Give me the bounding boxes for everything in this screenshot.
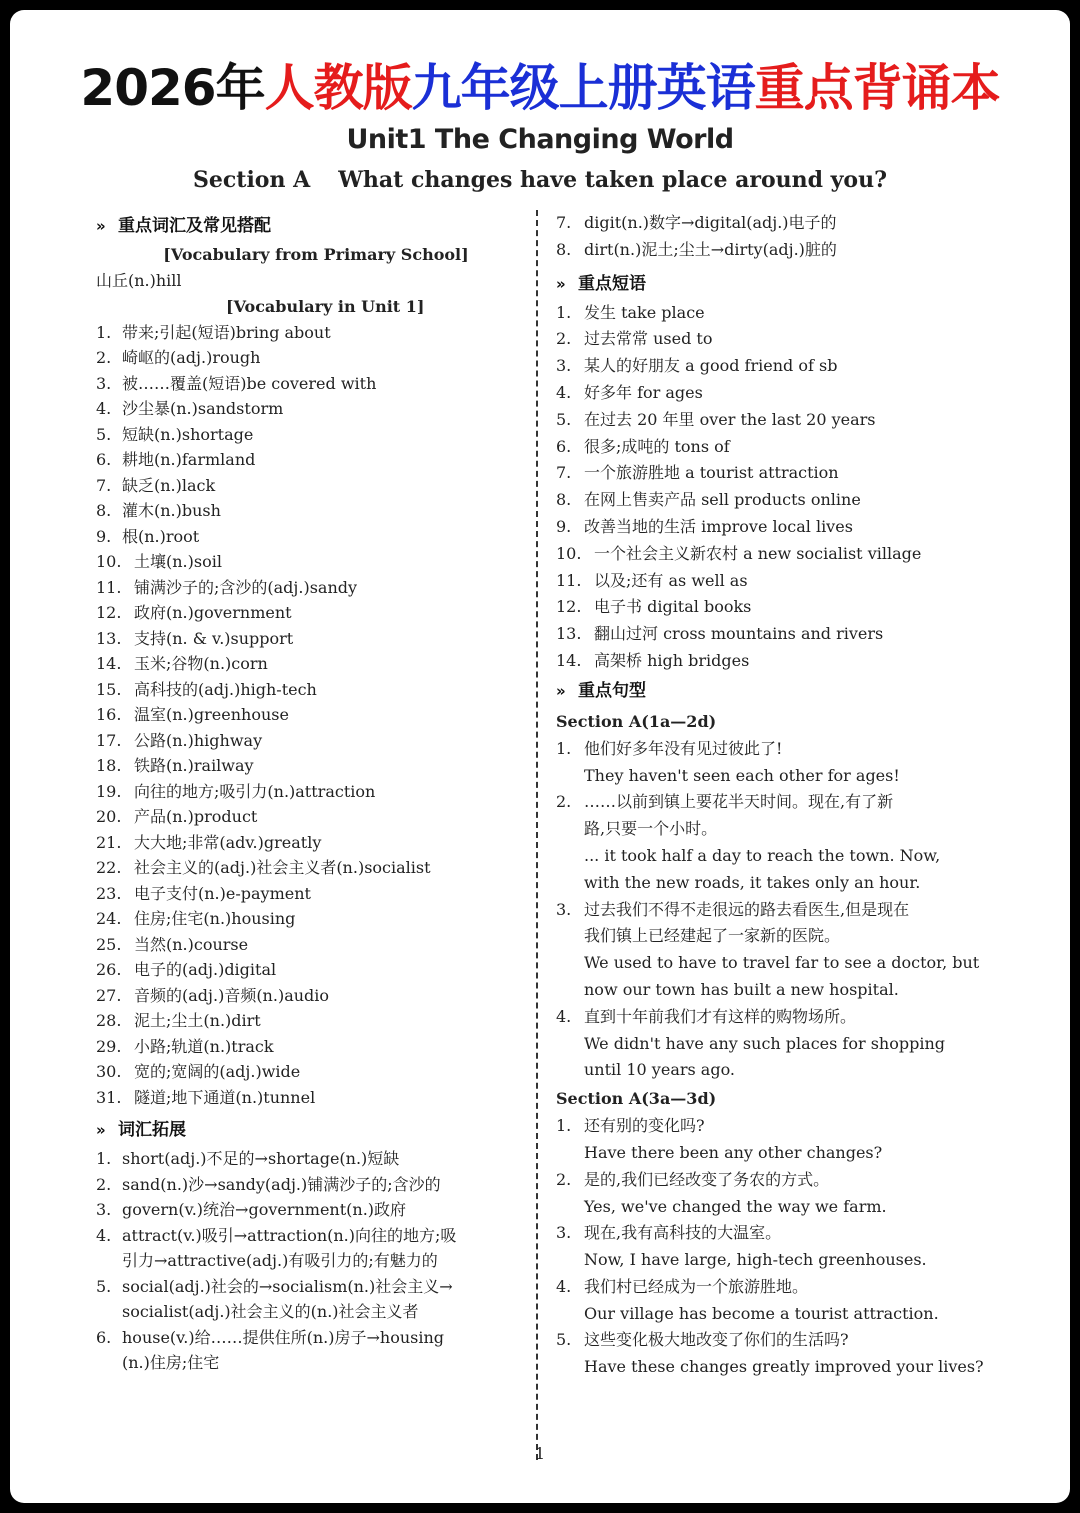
item-number: 30. bbox=[96, 1062, 122, 1081]
item-number: 23. bbox=[96, 883, 122, 903]
section-question: What changes have taken place around you? bbox=[338, 167, 887, 193]
sentence-line bbox=[556, 1354, 986, 1381]
expansion-line bbox=[96, 1146, 536, 1172]
item-text: 翻山过河 cross mountains and rivers bbox=[594, 624, 884, 644]
sentence-line bbox=[556, 1220, 986, 1247]
phrase-item bbox=[556, 541, 986, 568]
item-text: 向往的地方;吸引力(n.)attraction bbox=[134, 781, 376, 801]
expansion-list bbox=[96, 1146, 536, 1376]
double-chevron-icon: » bbox=[96, 1121, 106, 1139]
left-column bbox=[96, 210, 536, 1376]
item-number: 10. bbox=[556, 543, 582, 563]
item-text: dirt(n.)泥土;尘土→dirty(adj.)脏的 bbox=[584, 239, 837, 259]
item-text: 很多;成吨的 tons of bbox=[584, 436, 730, 456]
item-text: 铺满沙子的;含沙的(adj.)sandy bbox=[134, 577, 358, 597]
sentence-text: Our village has become a tourist attraction. bbox=[584, 1303, 939, 1323]
item-number: 2. bbox=[556, 329, 572, 349]
phrase-item bbox=[556, 594, 986, 621]
sentence-line bbox=[556, 763, 986, 790]
sentence-text: 现在,我有高科技的大温室。 bbox=[584, 1223, 782, 1243]
item-text: (n.)住房;住宅 bbox=[122, 1353, 220, 1372]
item-number: 13. bbox=[96, 628, 122, 648]
item-text: attract(v.)吸引→attraction(n.)向往的地方;吸 bbox=[122, 1225, 457, 1245]
expansion-heading-text: 词汇拓展 bbox=[118, 1120, 186, 1140]
item-number: 12. bbox=[556, 597, 582, 617]
item-number: 9. bbox=[96, 526, 112, 546]
sentence-line bbox=[556, 1247, 986, 1274]
item-text: 小路;轨道(n.)track bbox=[134, 1036, 274, 1056]
sentence-line bbox=[556, 843, 986, 870]
phrase-item bbox=[556, 648, 986, 675]
phrases-heading-text: 重点短语 bbox=[578, 273, 646, 294]
sentence-line bbox=[556, 950, 986, 977]
phrase-item bbox=[556, 460, 986, 487]
item-text: govern(v.)统治→government(n.)政府 bbox=[122, 1200, 407, 1219]
vocab-item bbox=[96, 804, 536, 830]
item-number: 18. bbox=[96, 756, 122, 775]
item-text: 带来;引起(短语)bring about bbox=[122, 322, 331, 342]
expansion-line bbox=[96, 1172, 536, 1198]
item-number: 25. bbox=[96, 934, 122, 954]
expansion-line bbox=[96, 1223, 536, 1249]
double-chevron-icon: » bbox=[556, 274, 566, 293]
vocab-heading-text: 重点词汇及常见搭配 bbox=[118, 216, 271, 236]
vocab-item bbox=[96, 753, 536, 779]
phrase-item bbox=[556, 487, 986, 514]
item-text: 改善当地的生活 improve local lives bbox=[584, 516, 853, 536]
item-text: 泥土;尘土(n.)dirt bbox=[134, 1011, 261, 1030]
phrase-item bbox=[556, 407, 986, 434]
vocab-item bbox=[96, 855, 536, 881]
item-number: 17. bbox=[96, 730, 122, 750]
item-number: 16. bbox=[96, 705, 122, 724]
section-label: Section A bbox=[193, 167, 311, 193]
item-number: 6. bbox=[556, 436, 572, 456]
vocab-item bbox=[96, 626, 536, 652]
phrase-item bbox=[556, 568, 986, 595]
sentences-groups bbox=[556, 707, 986, 1381]
sentence-line bbox=[556, 897, 986, 924]
expansion-continued-list bbox=[556, 210, 986, 264]
item-number: 31. bbox=[96, 1087, 122, 1107]
vocab-item bbox=[96, 906, 536, 932]
item-text: 大大地;非常(adv.)greatly bbox=[134, 832, 322, 852]
item-number: 6. bbox=[96, 450, 112, 469]
sentence-text: We didn't have any such places for shopping bbox=[584, 1033, 945, 1053]
item-text: 根(n.)root bbox=[122, 526, 200, 546]
sentence-line bbox=[556, 1113, 986, 1140]
item-text: 短缺(n.)shortage bbox=[122, 424, 254, 444]
vocab-item bbox=[96, 345, 536, 371]
item-text: 高架桥 high bridges bbox=[594, 650, 750, 670]
item-number: 3. bbox=[556, 356, 572, 376]
sentence-line bbox=[556, 1301, 986, 1328]
item-number: 2. bbox=[556, 1169, 572, 1189]
item-number: 7. bbox=[556, 213, 572, 232]
item-text: 高科技的(adj.)high-tech bbox=[134, 679, 317, 699]
vocab-item bbox=[96, 1034, 536, 1060]
item-number: 8. bbox=[556, 490, 572, 510]
sentence-line bbox=[556, 1031, 986, 1058]
sentence-text: Yes, we've changed the way we farm. bbox=[584, 1196, 887, 1216]
vocab-item bbox=[96, 1008, 536, 1034]
vocab-heading bbox=[96, 210, 536, 242]
vocab-item bbox=[96, 1085, 536, 1111]
expansion-line bbox=[556, 210, 986, 237]
item-text: 支持(n. & v.)support bbox=[134, 628, 294, 648]
item-text: 土壤(n.)soil bbox=[134, 552, 222, 571]
section-title bbox=[10, 162, 1070, 198]
item-number: 1. bbox=[556, 1116, 572, 1136]
sentences-heading bbox=[556, 675, 986, 707]
sentence-text: Have there been any other changes? bbox=[584, 1142, 883, 1162]
item-number: 6. bbox=[96, 1327, 112, 1347]
sentence-text: 直到十年前我们才有这样的购物场所。 bbox=[584, 1006, 857, 1026]
page-number: 1 bbox=[534, 1444, 546, 1463]
sentence-line bbox=[556, 736, 986, 763]
sentence-line bbox=[556, 1327, 986, 1354]
sentence-line bbox=[556, 870, 986, 897]
item-number: 1. bbox=[96, 1149, 112, 1168]
item-number: 3. bbox=[96, 373, 112, 393]
vocab-item bbox=[96, 396, 536, 422]
phrase-item bbox=[556, 514, 986, 541]
item-number: 3. bbox=[556, 899, 572, 919]
item-number: 14. bbox=[96, 654, 122, 673]
sentence-line bbox=[556, 816, 986, 843]
item-text: digit(n.)数字→digital(adj.)电子的 bbox=[584, 213, 837, 232]
double-chevron-icon: » bbox=[96, 217, 106, 235]
sentence-text: They haven't seen each other for ages! bbox=[584, 765, 900, 785]
item-text: 以及;还有 as well as bbox=[594, 570, 748, 590]
vocab-item bbox=[96, 957, 536, 983]
vocab-item bbox=[96, 600, 536, 626]
sentence-line bbox=[556, 1167, 986, 1194]
expansion-line bbox=[556, 237, 986, 264]
sentence-text: with the new roads, it takes only an hour. bbox=[584, 872, 921, 892]
sentence-group-title: Section A(1a—2d) bbox=[556, 711, 717, 731]
item-text: 玉米;谷物(n.)corn bbox=[134, 654, 268, 673]
vocab-item bbox=[96, 677, 536, 703]
sentence-line bbox=[556, 1194, 986, 1221]
item-number: 4. bbox=[96, 399, 112, 418]
item-number: 8. bbox=[96, 501, 112, 520]
sentence-line bbox=[556, 1004, 986, 1031]
item-number: 22. bbox=[96, 858, 122, 877]
vocab-item bbox=[96, 830, 536, 856]
unit-title: Unit1 The Changing World bbox=[346, 124, 734, 155]
item-text: 铁路(n.)railway bbox=[134, 756, 254, 775]
item-text: 电子书 digital books bbox=[594, 597, 752, 617]
right-column bbox=[556, 210, 986, 1381]
vocab-item bbox=[96, 549, 536, 575]
vocab-item bbox=[96, 651, 536, 677]
sentence-line bbox=[556, 977, 986, 1004]
item-text: 电子支付(n.)e-payment bbox=[134, 883, 311, 903]
item-number: 5. bbox=[556, 409, 572, 429]
vocab-item bbox=[96, 932, 536, 958]
phrases-list bbox=[556, 300, 986, 675]
document-page bbox=[10, 10, 1070, 1503]
item-text: sand(n.)沙→sandy(adj.)铺满沙子的;含沙的 bbox=[122, 1174, 441, 1194]
item-number: 14. bbox=[556, 650, 582, 670]
primary-vocab-list bbox=[96, 268, 536, 294]
primary-vocab-subheading: [Vocabulary from Primary School] bbox=[163, 245, 469, 264]
vocab-item bbox=[96, 473, 536, 499]
vocab-item bbox=[96, 1059, 536, 1085]
title-book: 重点背诵本 bbox=[754, 59, 1000, 117]
double-chevron-icon: » bbox=[556, 681, 566, 700]
expansion-line bbox=[96, 1274, 536, 1300]
phrase-item bbox=[556, 326, 986, 353]
sentence-text: We used to have to travel far to see a doctor, but bbox=[584, 953, 980, 973]
sentence-text: 还有别的变化吗? bbox=[584, 1116, 705, 1136]
sentence-text: 这些变化极大地改变了你们的生活吗? bbox=[584, 1330, 849, 1350]
phrase-item bbox=[556, 380, 986, 407]
item-text: short(adj.)不足的→shortage(n.)短缺 bbox=[122, 1149, 400, 1168]
vocab-item bbox=[96, 702, 536, 728]
item-number: 4. bbox=[556, 1276, 572, 1296]
sentence-line bbox=[556, 1140, 986, 1167]
item-number: 4. bbox=[96, 1225, 112, 1245]
item-text: 当然(n.)course bbox=[134, 934, 249, 954]
phrases-heading bbox=[556, 268, 986, 300]
sentence-text: ……以前到镇上要花半天时间。现在,有了新 bbox=[584, 792, 894, 812]
item-number: 24. bbox=[96, 909, 122, 928]
vocab-item bbox=[96, 422, 536, 448]
item-text: 宽的;宽阔的(adj.)wide bbox=[134, 1062, 301, 1081]
sentence-group-title: Section A(3a—3d) bbox=[556, 1089, 717, 1109]
item-text: 温室(n.)greenhouse bbox=[134, 705, 289, 724]
item-text: 社会主义的(adj.)社会主义者(n.)socialist bbox=[134, 858, 431, 877]
item-text: 发生 take place bbox=[584, 302, 705, 322]
item-number: 15. bbox=[96, 679, 122, 699]
vocab-item bbox=[96, 524, 536, 550]
phrase-item bbox=[556, 434, 986, 461]
item-number: 9. bbox=[556, 516, 572, 536]
sentence-text: 我们镇上已经建起了一家新的医院。 bbox=[584, 926, 841, 946]
sentence-text: 我们村已经成为一个旅游胜地。 bbox=[584, 1276, 809, 1296]
item-text: 崎岖的(adj.)rough bbox=[122, 348, 261, 367]
item-number: 7. bbox=[96, 475, 112, 495]
item-number: 3. bbox=[556, 1223, 572, 1243]
sentence-text: 过去我们不得不走很远的路去看医生,但是现在 bbox=[584, 899, 910, 919]
item-number: 21. bbox=[96, 832, 122, 852]
item-text: 某人的好朋友 a good friend of sb bbox=[584, 356, 838, 376]
item-number: 5. bbox=[556, 1330, 572, 1350]
item-text: 一个旅游胜地 a tourist attraction bbox=[584, 463, 839, 483]
vocab-item bbox=[96, 371, 536, 397]
item-number: 1. bbox=[556, 738, 572, 758]
item-number: 26. bbox=[96, 960, 122, 979]
item-text: 耕地(n.)farmland bbox=[122, 450, 256, 469]
item-text: social(adj.)社会的→socialism(n.)社会主义→ bbox=[122, 1276, 453, 1296]
item-text: 引力→attractive(adj.)有吸引力的;有魅力的 bbox=[122, 1251, 438, 1270]
sentence-text: 路,只要一个小时。 bbox=[584, 819, 718, 839]
item-number: 27. bbox=[96, 985, 122, 1005]
item-number: 3. bbox=[96, 1200, 112, 1219]
item-number: 5. bbox=[96, 424, 112, 444]
sentence-line bbox=[556, 1274, 986, 1301]
vocab-item bbox=[96, 320, 536, 346]
sentences-heading-text: 重点句型 bbox=[578, 680, 646, 701]
item-number: 11. bbox=[96, 577, 122, 597]
item-number: 7. bbox=[556, 463, 572, 483]
sentence-text: 是的,我们已经改变了务农的方式。 bbox=[584, 1169, 830, 1189]
sentence-line bbox=[556, 789, 986, 816]
item-text: 隧道;地下通道(n.)tunnel bbox=[134, 1087, 316, 1107]
item-text: 电子的(adj.)digital bbox=[134, 960, 277, 979]
item-number: 20. bbox=[96, 807, 122, 826]
sentence-text: now our town has built a new hospital. bbox=[584, 979, 899, 999]
phrase-item bbox=[556, 300, 986, 327]
item-number: 4. bbox=[556, 1006, 572, 1026]
item-text: 音频的(adj.)音频(n.)audio bbox=[134, 985, 330, 1005]
item-text: 政府(n.)government bbox=[134, 603, 292, 622]
item-number: 1. bbox=[96, 322, 112, 342]
phrase-item bbox=[556, 353, 986, 380]
vocab-item bbox=[96, 498, 536, 524]
sentence-text: Now, I have large, high-tech greenhouses. bbox=[584, 1250, 927, 1270]
expansion-line bbox=[96, 1325, 536, 1351]
item-number: 5. bbox=[96, 1276, 112, 1296]
phrase-item bbox=[556, 621, 986, 648]
item-text: 公路(n.)highway bbox=[134, 730, 263, 750]
vocab-item bbox=[96, 983, 536, 1009]
sentence-text: until 10 years ago. bbox=[584, 1060, 736, 1080]
vocab-item: 山丘(n.)hill bbox=[96, 271, 182, 290]
title-grade: 九年级上册英语 bbox=[411, 59, 755, 117]
vocab-item bbox=[96, 779, 536, 805]
item-number: 2. bbox=[96, 1174, 112, 1194]
column-divider bbox=[536, 210, 538, 1460]
sentence-line bbox=[556, 923, 986, 950]
sentence-text: ... it took half a day to reach the town. Now, bbox=[584, 845, 941, 865]
item-number: 11. bbox=[556, 570, 582, 590]
item-number: 13. bbox=[556, 624, 582, 644]
unit-vocab-subheading: [Vocabulary in Unit 1] bbox=[226, 296, 425, 316]
vocab-item bbox=[96, 447, 536, 473]
item-text: 住房;住宅(n.)housing bbox=[134, 909, 296, 928]
item-text: 缺乏(n.)lack bbox=[122, 475, 216, 495]
item-text: 在过去 20 年里 over the last 20 years bbox=[584, 409, 876, 429]
expansion-line bbox=[96, 1248, 536, 1274]
item-number: 2. bbox=[96, 348, 112, 367]
main-title bbox=[10, 58, 1070, 118]
item-number: 1. bbox=[556, 302, 572, 322]
item-number: 4. bbox=[556, 382, 572, 402]
item-text: 好多年 for ages bbox=[584, 382, 703, 402]
item-number: 19. bbox=[96, 781, 122, 801]
item-text: 产品(n.)product bbox=[134, 807, 258, 826]
item-text: 在网上售卖产品 sell products online bbox=[584, 490, 861, 510]
item-text: 被……覆盖(短语)be covered with bbox=[122, 373, 377, 393]
expansion-line bbox=[96, 1299, 536, 1325]
expansion-line bbox=[96, 1350, 536, 1376]
item-text: 一个社会主义新农村 a new socialist village bbox=[594, 543, 922, 563]
item-text: socialist(adj.)社会主义的(n.)社会主义者 bbox=[122, 1302, 419, 1321]
item-text: house(v.)给……提供住所(n.)房子→housing bbox=[122, 1327, 445, 1347]
sentence-text: 他们好多年没有见过彼此了! bbox=[584, 738, 783, 758]
title-year: 2026年 bbox=[80, 59, 265, 117]
title-publisher: 人教版 bbox=[264, 59, 412, 117]
item-number: 8. bbox=[556, 239, 572, 259]
expansion-line bbox=[96, 1197, 536, 1223]
item-number: 2. bbox=[556, 792, 572, 812]
item-text: 沙尘暴(n.)sandstorm bbox=[122, 399, 284, 418]
item-number: 12. bbox=[96, 603, 122, 622]
item-number: 28. bbox=[96, 1011, 122, 1030]
vocab-item bbox=[96, 728, 536, 754]
vocab-item bbox=[96, 881, 536, 907]
item-number: 10. bbox=[96, 552, 122, 571]
item-text: 灌木(n.)bush bbox=[122, 501, 221, 520]
item-number: 29. bbox=[96, 1036, 122, 1056]
vocab-item bbox=[96, 575, 536, 601]
sentence-line bbox=[556, 1057, 986, 1084]
unit-vocab-list bbox=[96, 320, 536, 1111]
item-text: 过去常常 used to bbox=[584, 329, 713, 349]
expansion-heading bbox=[96, 1114, 536, 1146]
sentence-text: Have these changes greatly improved your lives? bbox=[584, 1357, 984, 1377]
